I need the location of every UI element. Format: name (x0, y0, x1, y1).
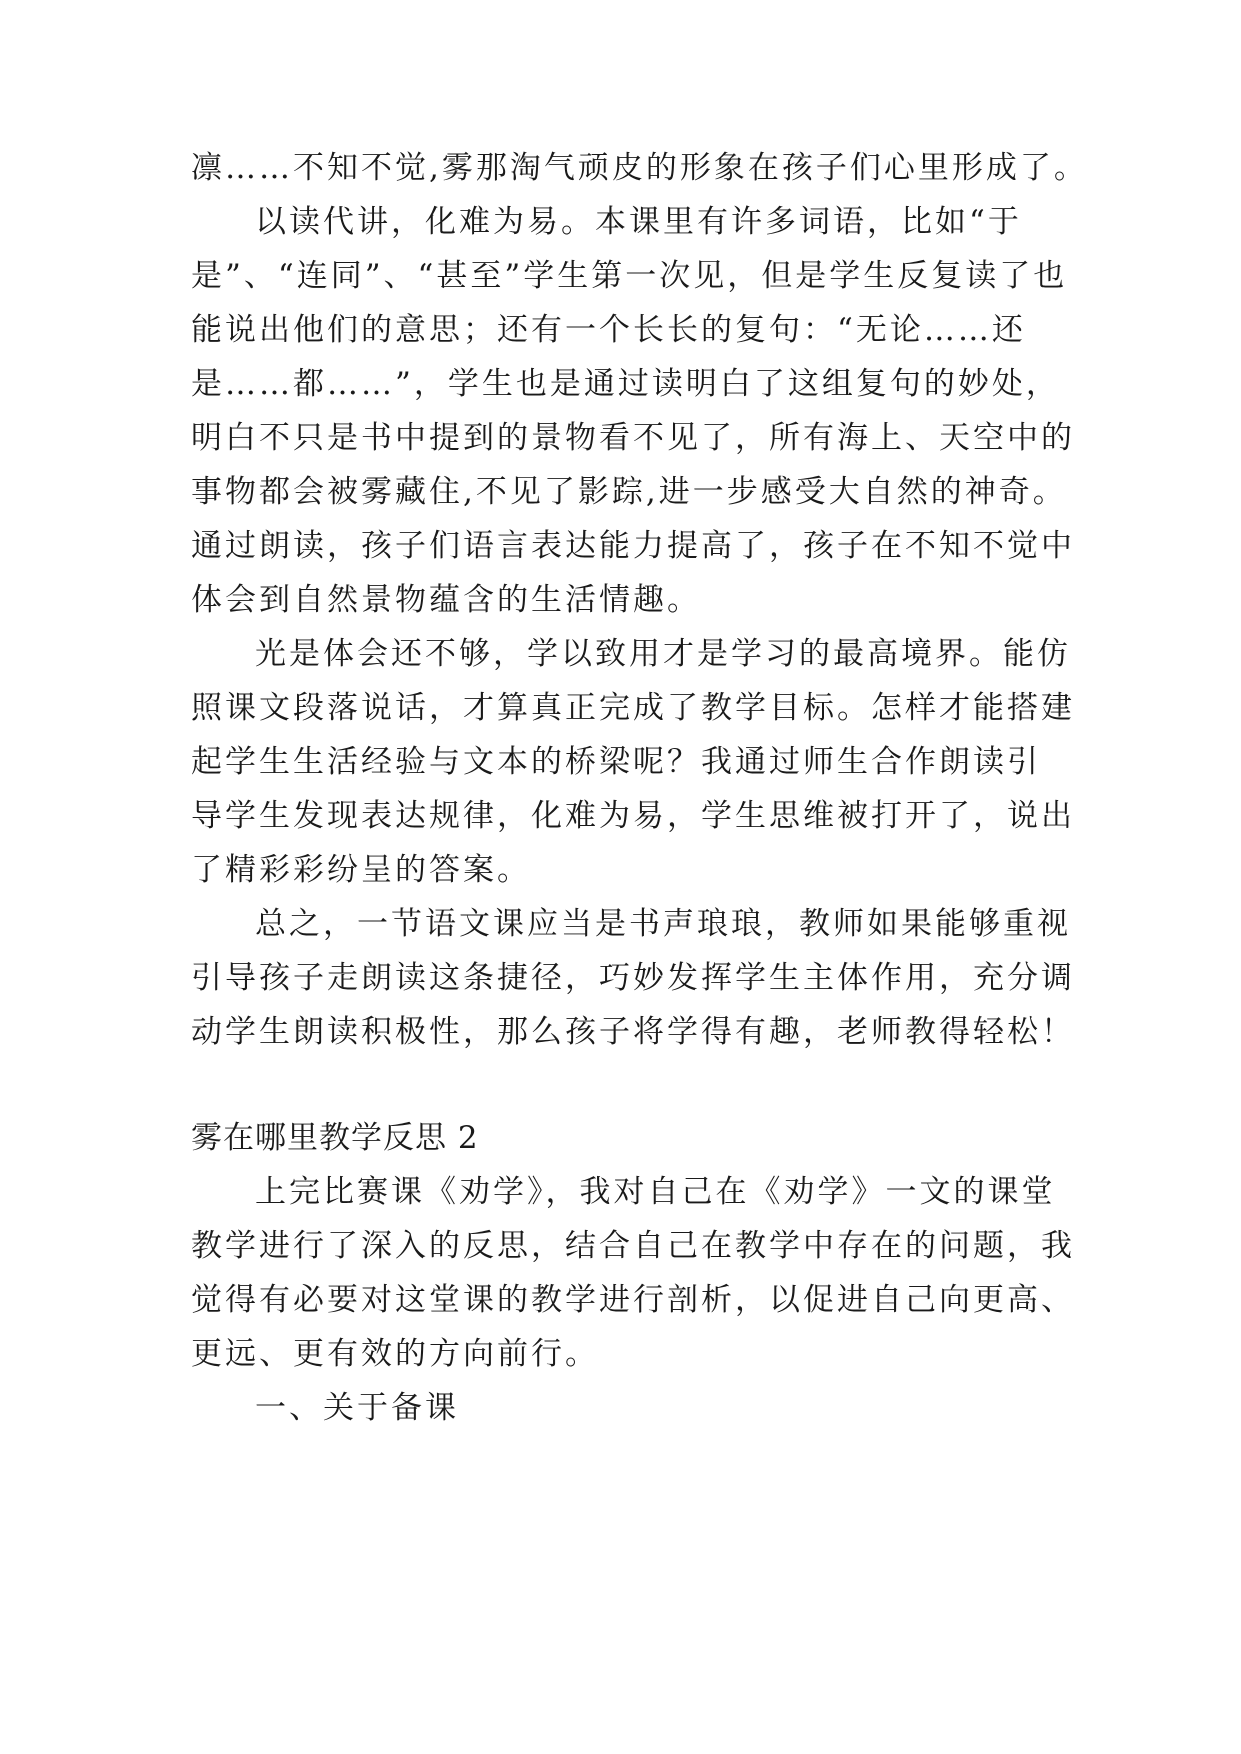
text-line: 能说出他们的意思；还有一个长长的复句：“无论……还 (191, 312, 1026, 348)
text-line: 是”、“连同”、“甚至”学生第一次见，但是学生反复读了也 (191, 258, 1068, 294)
text-line: 教学进行了深入的反思，结合自己在教学中存在的问题，我 (191, 1228, 1075, 1264)
text-line: 觉得有必要对这堂课的教学进行剖析，以促进自己向更高、 (191, 1282, 1075, 1318)
text-line: 通过朗读，孩子们语言表达能力提高了，孩子在不知不觉中 (191, 528, 1075, 564)
text-line: 起学生生活经验与文本的桥梁呢？我通过师生合作朗读引 (191, 744, 1041, 780)
text-line: 引导孩子走朗读这条捷径，巧妙发挥学生主体作用，充分调 (191, 960, 1075, 996)
text-line: 照课文段落说话，才算真正完成了教学目标。怎样才能搭建 (191, 690, 1075, 726)
text-line: 凛……不知不觉,雾那淘气顽皮的形象在孩子们心里形成了。 (191, 150, 1088, 186)
section-heading: 雾在哪里教学反思 2 (191, 1120, 479, 1156)
text-line: 动学生朗读积极性，那么孩子将学得有趣，老师教得轻松！ (191, 1014, 1075, 1050)
text-line: 是……都……”，学生也是通过读明白了这组复句的妙处， (191, 366, 1060, 402)
text-line: 明白不只是书中提到的景物看不见了，所有海上、天空中的 (191, 420, 1075, 456)
paragraph-first-line: 总之，一节语文课应当是书声琅琅，教师如果能够重视 (255, 906, 1071, 942)
text-line: 体会到自然景物蕴含的生活情趣。 (191, 582, 701, 618)
subsection-heading: 一、关于备课 (255, 1390, 459, 1426)
text-line: 导学生发现表达规律，化难为易，学生思维被打开了，说出 (191, 798, 1075, 834)
paragraph-first-line: 上完比赛课《劝学》，我对自己在《劝学》一文的课堂 (255, 1174, 1056, 1210)
paragraph-first-line: 以读代讲，化难为易。本课里有许多词语，比如“于 (255, 204, 1022, 240)
text-line: 更远、更有效的方向前行。 (191, 1336, 599, 1372)
text-line: 事物都会被雾藏住,不见了影踪,进一步感受大自然的神奇。 (191, 474, 1067, 510)
paragraph-first-line: 光是体会还不够，学以致用才是学习的最高境界。能仿 (255, 636, 1071, 672)
text-line: 了精彩彩纷呈的答案。 (191, 852, 531, 888)
